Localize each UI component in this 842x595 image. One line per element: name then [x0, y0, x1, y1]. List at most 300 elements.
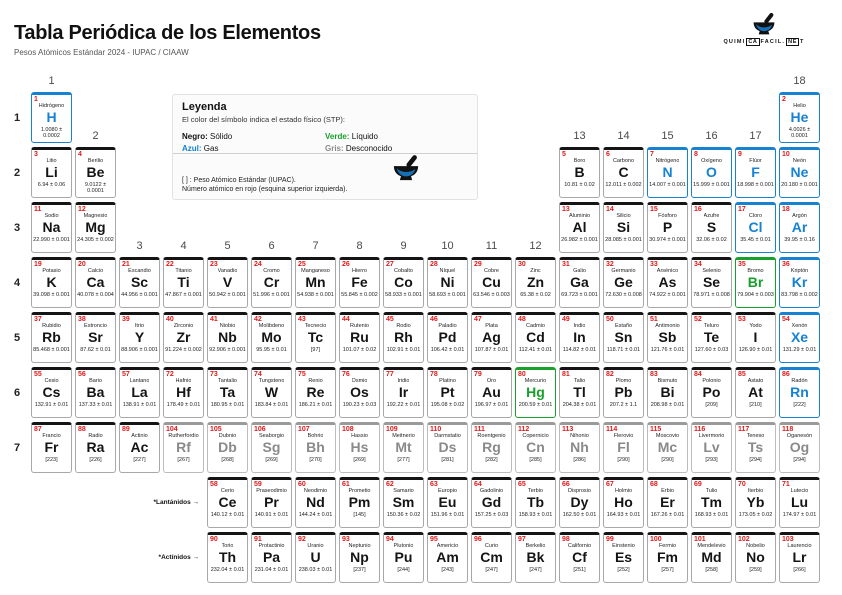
element-Eu: [427, 477, 468, 528]
element-name: Tungsteno: [258, 378, 285, 384]
atomic-number: 44: [342, 316, 350, 323]
element-name: Rodio: [396, 323, 411, 329]
element-symbol: Mc: [657, 439, 678, 455]
element-name: Aluminio: [568, 213, 591, 219]
atomic-weight: 83.798 ± 0.002: [781, 292, 818, 298]
element-name: Gadolinio: [479, 488, 504, 494]
element-Rn: [779, 367, 820, 418]
atomic-number: 24: [254, 261, 262, 268]
atomic-weight: [258]: [705, 567, 718, 573]
atomic-weight: 88.906 ± 0.001: [121, 347, 158, 353]
element-symbol: Ni: [440, 274, 455, 290]
element-Se: [691, 257, 732, 308]
atomic-number: 38: [78, 316, 86, 323]
lanthanides-label: *Lantánidos →: [153, 499, 199, 506]
element-Ta: [207, 367, 248, 418]
legend-item-liquid: Verde: Líquido: [325, 132, 378, 141]
atomic-number: 111: [474, 426, 485, 433]
element-name: Berkelio: [525, 543, 546, 549]
atomic-weight: 150.36 ± 0.02: [386, 512, 421, 518]
atomic-weight: 85.468 ± 0.001: [33, 347, 70, 353]
atomic-number: 92: [298, 536, 306, 543]
element-name: Kriptón: [790, 268, 809, 274]
element-symbol: Cn: [526, 439, 545, 455]
element-symbol: Rg: [482, 439, 501, 455]
element-symbol: Nd: [306, 494, 325, 510]
element-name: Carbono: [612, 158, 635, 164]
element-Zn: [515, 257, 556, 308]
atomic-weight: 140.12 ± 0.01: [210, 512, 245, 518]
element-Md: [691, 532, 732, 583]
atomic-number: 36: [782, 261, 790, 268]
element-name: Estaño: [614, 323, 633, 329]
element-name: Galio: [573, 268, 586, 274]
atomic-weight: 158.93 ± 0.01: [518, 512, 553, 518]
element-name: Terbio: [528, 488, 543, 494]
element-name: Torio: [221, 543, 234, 549]
atomic-weight: 183.84 ± 0.01: [254, 402, 289, 408]
atomic-number: 89: [122, 426, 130, 433]
element-Pt: [427, 367, 468, 418]
element-name: Francio: [42, 433, 61, 439]
element-symbol: Pd: [438, 329, 457, 345]
element-name: Meitnerio: [392, 433, 415, 439]
element-symbol: Ge: [614, 274, 633, 290]
atomic-number: 101: [694, 536, 706, 543]
atomic-weight: [266]: [793, 567, 806, 573]
element-symbol: O: [706, 164, 717, 180]
element-name: Cadmio: [526, 323, 545, 329]
atomic-number: 47: [474, 316, 482, 323]
element-symbol: Ho: [614, 494, 633, 510]
atomic-number: 42: [254, 316, 262, 323]
element-name: Disprosio: [568, 488, 591, 494]
atomic-weight: 91.224 ± 0.002: [165, 347, 202, 353]
atomic-weight: 118.71 ± 0.01: [606, 347, 641, 353]
element-name: Boro: [573, 158, 586, 164]
element-symbol: H: [46, 109, 57, 125]
element-name: Bismuto: [657, 378, 678, 384]
element-Ds: [427, 422, 468, 473]
element-name: Nihonio: [570, 433, 589, 439]
atomic-weight: 39.95 ± 0.16: [784, 237, 815, 243]
atomic-number: 18: [782, 206, 790, 213]
group-label-5: 5: [224, 240, 231, 252]
element-Nb: [207, 312, 248, 363]
element-name: Tecnecio: [304, 323, 327, 329]
element-name: Zirconio: [173, 323, 194, 329]
element-Cl: [735, 202, 776, 253]
atomic-weight: 78.971 ± 0.008: [693, 292, 730, 298]
atomic-number: 65: [518, 481, 526, 488]
atomic-weight: 192.22 ± 0.01: [386, 402, 421, 408]
element-symbol: Mo: [261, 329, 282, 345]
element-Ti: [163, 257, 204, 308]
atomic-number: 23: [210, 261, 218, 268]
element-Hs: [339, 422, 380, 473]
atomic-weight: [268]: [221, 457, 234, 463]
atomic-number: 108: [342, 426, 354, 433]
element-Nh: [559, 422, 600, 473]
element-name: Cobre: [484, 268, 499, 274]
element-Sb: [647, 312, 688, 363]
atomic-weight: [251]: [573, 567, 586, 573]
element-name: Livermorio: [698, 433, 725, 439]
atomic-number: 7: [650, 151, 654, 158]
element-Sm: [383, 477, 424, 528]
atomic-weight: 30.974 ± 0.001: [649, 237, 686, 243]
element-S: [691, 202, 732, 253]
element-name: Actinio: [131, 433, 148, 439]
element-name: Nobelio: [746, 543, 765, 549]
atomic-weight: [269]: [353, 457, 366, 463]
element-name: Holmio: [614, 488, 633, 494]
atomic-weight: [294]: [793, 457, 806, 463]
atomic-number: 30: [518, 261, 526, 268]
element-Mo: [251, 312, 292, 363]
logo-box-ca: CA: [748, 39, 758, 45]
atomic-weight: 6.94 ± 0.06: [37, 182, 66, 188]
element-symbol: V: [222, 274, 233, 290]
atomic-weight: [226]: [89, 457, 102, 463]
element-name: Lantano: [129, 378, 150, 384]
atomic-number: 3: [34, 151, 38, 158]
element-symbol: Es: [614, 549, 633, 565]
atomic-number: 16: [694, 206, 702, 213]
atomic-weight: 39.098 ± 0.001: [33, 292, 70, 298]
atomic-number: 67: [606, 481, 614, 488]
element-Rf: [163, 422, 204, 473]
element-Rh: [383, 312, 424, 363]
atomic-weight: [281]: [441, 457, 454, 463]
atomic-number: 66: [562, 481, 570, 488]
element-name: Bohrio: [307, 433, 324, 439]
element-symbol: Sr: [88, 329, 103, 345]
atomic-number: 74: [254, 371, 262, 378]
element-symbol: Cd: [526, 329, 545, 345]
atomic-number: 78: [430, 371, 438, 378]
atomic-weight: 47.867 ± 0.001: [165, 292, 202, 298]
element-Lu: [779, 477, 820, 528]
element-name: Plutonio: [393, 543, 414, 549]
element-Ho: [603, 477, 644, 528]
atomic-number: 39: [122, 316, 130, 323]
element-P: [647, 202, 688, 253]
atomic-weight: [267]: [177, 457, 190, 463]
atomic-weight: [269]: [265, 457, 278, 463]
atomic-weight: 1.0080 ± 0.0002: [40, 127, 63, 139]
element-symbol: Na: [42, 219, 61, 235]
atomic-weight: 4.0026 ± 0.0001: [788, 127, 811, 139]
element-name: Xenón: [791, 323, 808, 329]
atomic-weight: 14.007 ± 0.001: [649, 182, 686, 188]
element-symbol: Ga: [570, 274, 589, 290]
atomic-number: 98: [562, 536, 570, 543]
element-name: Neón: [792, 158, 807, 164]
element-symbol: Fm: [657, 549, 678, 565]
element-symbol: Ba: [86, 384, 105, 400]
element-name: Teluro: [704, 323, 719, 329]
atomic-number: 63: [430, 481, 438, 488]
atomic-weight: [277]: [397, 457, 410, 463]
group-label-10: 10: [441, 240, 454, 252]
atomic-weight: 51.996 ± 0.001: [253, 292, 290, 298]
element-Lv: [691, 422, 732, 473]
element-Ba: [75, 367, 116, 418]
group-label-1: 1: [48, 75, 55, 87]
atomic-weight: [237]: [353, 567, 366, 573]
atomic-weight: [282]: [485, 457, 498, 463]
element-name: Hierro: [352, 268, 367, 274]
element-symbol: Ts: [747, 439, 764, 455]
element-symbol: Br: [747, 274, 764, 290]
element-Tc: [295, 312, 336, 363]
element-Be: [75, 147, 116, 198]
atomic-number: 105: [210, 426, 222, 433]
atomic-number: 60: [298, 481, 306, 488]
atomic-weight: [294]: [749, 457, 762, 463]
legend-item-gas: Azul: Gas: [182, 144, 219, 153]
atomic-number: 85: [738, 371, 746, 378]
element-name: Iridio: [397, 378, 410, 384]
group-label-17: 17: [749, 130, 762, 142]
element-Au: [471, 367, 512, 418]
element-symbol: Md: [701, 549, 722, 565]
atomic-weight: 26.982 ± 0.001: [561, 237, 598, 243]
legend-item-solid: Negro: Sólido: [182, 132, 233, 141]
atomic-weight: 92.906 ± 0.001: [209, 347, 246, 353]
element-name: Astato: [747, 378, 764, 384]
element-symbol: Pb: [614, 384, 633, 400]
atomic-weight: 168.93 ± 0.01: [694, 512, 729, 518]
element-symbol: C: [618, 164, 629, 180]
atomic-weight: [257]: [661, 567, 674, 573]
element-symbol: Rb: [42, 329, 61, 345]
group-label-3: 3: [136, 240, 143, 252]
atomic-number: 41: [210, 316, 218, 323]
element-symbol: Tb: [526, 494, 545, 510]
atomic-number: 14: [606, 206, 614, 213]
period-label-4: 4: [13, 276, 21, 289]
atomic-weight: 151.96 ± 0.01: [430, 512, 465, 518]
element-He: [779, 92, 820, 143]
element-U: [295, 532, 336, 583]
element-name: Cerio: [220, 488, 235, 494]
element-symbol: Os: [350, 384, 369, 400]
element-symbol: U: [310, 549, 321, 565]
atomic-weight: 15.999 ± 0.001: [693, 182, 730, 188]
atomic-weight: 112.41 ± 0.01: [518, 347, 553, 353]
element-symbol: Ta: [219, 384, 236, 400]
element-symbol: Pu: [394, 549, 413, 565]
group-label-2: 2: [92, 130, 99, 142]
element-symbol: Xe: [790, 329, 809, 345]
element-symbol: Li: [45, 164, 58, 180]
element-name: Rutenio: [350, 323, 369, 329]
element-Am: [427, 532, 468, 583]
element-symbol: B: [574, 164, 585, 180]
element-name: Titanio: [175, 268, 192, 274]
atomic-weight: [293]: [705, 457, 718, 463]
atomic-number: 51: [650, 316, 658, 323]
element-Y: [119, 312, 160, 363]
element-symbol: Bi: [660, 384, 675, 400]
atomic-number: 83: [650, 371, 658, 378]
element-symbol: Ar: [791, 219, 808, 235]
element-name: Mendelevio: [697, 543, 726, 549]
atomic-weight: 95.95 ± 0.01: [256, 347, 287, 353]
element-H: [31, 92, 72, 143]
element-name: Calcio: [87, 268, 104, 274]
element-name: Rutherfordio: [168, 433, 199, 439]
atomic-number: 13: [562, 206, 570, 213]
group-label-18: 18: [793, 75, 806, 87]
element-symbol: Db: [218, 439, 237, 455]
element-Cs: [31, 367, 72, 418]
element-Np: [339, 532, 380, 583]
element-Tl: [559, 367, 600, 418]
atomic-weight: 50.942 ± 0.001: [209, 292, 246, 298]
element-name: Moscovio: [655, 433, 680, 439]
atomic-number: 31: [562, 261, 570, 268]
element-symbol: In: [573, 329, 586, 345]
atomic-number: 29: [474, 261, 482, 268]
element-Ni: [427, 257, 468, 308]
element-Ac: [119, 422, 160, 473]
legend-panel: [172, 94, 478, 200]
element-name: Estroncio: [84, 323, 107, 329]
atomic-number: 58: [210, 481, 218, 488]
element-symbol: Tm: [701, 494, 722, 510]
element-symbol: Pt: [440, 384, 455, 400]
element-name: Hafnio: [175, 378, 192, 384]
element-name: Berilio: [87, 158, 104, 164]
atomic-number: 114: [606, 426, 618, 433]
element-Pb: [603, 367, 644, 418]
element-symbol: Po: [702, 384, 721, 400]
element-symbol: Bh: [306, 439, 325, 455]
element-Al: [559, 202, 600, 253]
atomic-number: 4: [78, 151, 82, 158]
element-name: Mercurio: [524, 378, 547, 384]
atomic-weight: [285]: [529, 457, 542, 463]
period-label-3: 3: [13, 221, 21, 234]
atomic-number: 75: [298, 371, 306, 378]
atomic-number: 55: [34, 371, 42, 378]
atomic-number: 87: [34, 426, 42, 433]
element-symbol: Au: [482, 384, 501, 400]
element-Sn: [603, 312, 644, 363]
element-name: Cobalto: [394, 268, 413, 274]
atomic-weight: 126.90 ± 0.01: [738, 347, 773, 353]
element-symbol: Cm: [480, 549, 503, 565]
element-Yb: [735, 477, 776, 528]
logo-box-ne: NE: [788, 39, 797, 45]
element-Cf: [559, 532, 600, 583]
atomic-number: 109: [386, 426, 398, 433]
element-Li: [31, 147, 72, 198]
element-symbol: Fe: [351, 274, 368, 290]
period-label-1: 1: [13, 111, 21, 124]
element-name: Seaborgio: [258, 433, 285, 439]
atomic-number: 19: [34, 261, 42, 268]
atomic-number: 110: [430, 426, 442, 433]
atomic-number: 91: [254, 536, 262, 543]
atomic-weight: 32.06 ± 0.02: [696, 237, 727, 243]
element-name: Samario: [393, 488, 414, 494]
atomic-weight: 72.630 ± 0.008: [605, 292, 642, 298]
group-label-8: 8: [356, 240, 363, 252]
atomic-number: 32: [606, 261, 614, 268]
element-symbol: Zn: [526, 274, 545, 290]
atomic-number: 104: [166, 426, 178, 433]
element-Bi: [647, 367, 688, 418]
element-Cm: [471, 532, 512, 583]
element-symbol: Hg: [526, 384, 545, 400]
atomic-weight: 190.23 ± 0.03: [342, 402, 377, 408]
atomic-number: 2: [782, 96, 786, 103]
element-symbol: Te: [703, 329, 720, 345]
atomic-number: 82: [606, 371, 614, 378]
element-Th: [207, 532, 248, 583]
element-name: Azufre: [703, 213, 720, 219]
atomic-number: 90: [210, 536, 218, 543]
element-symbol: Ac: [130, 439, 149, 455]
element-name: Tulio: [705, 488, 718, 494]
element-symbol: Og: [789, 439, 810, 455]
element-Tb: [515, 477, 556, 528]
element-name: Itrio: [134, 323, 145, 329]
element-Dy: [559, 477, 600, 528]
element-symbol: Cu: [482, 274, 501, 290]
element-symbol: Ce: [218, 494, 237, 510]
element-symbol: At: [748, 384, 763, 400]
element-name: Lutecio: [790, 488, 809, 494]
element-symbol: P: [662, 219, 673, 235]
atomic-weight: 144.24 ± 0.01: [298, 512, 333, 518]
element-symbol: As: [658, 274, 677, 290]
atomic-weight: [252]: [617, 567, 630, 573]
atomic-number: 79: [474, 371, 482, 378]
atomic-weight: 54.938 ± 0.001: [297, 292, 334, 298]
element-symbol: La: [131, 384, 148, 400]
atomic-weight: 180.95 ± 0.01: [210, 402, 245, 408]
atomic-weight: 24.305 ± 0.002: [77, 237, 114, 243]
atomic-number: 84: [694, 371, 702, 378]
element-name: Niobio: [219, 323, 236, 329]
element-name: Potasio: [42, 268, 61, 274]
atomic-weight: 102.91 ± 0.01: [386, 347, 421, 353]
element-symbol: Ca: [86, 274, 105, 290]
element-symbol: Nh: [570, 439, 589, 455]
atomic-number: 93: [342, 536, 350, 543]
atomic-number: 54: [782, 316, 790, 323]
atomic-weight: 164.93 ± 0.01: [606, 512, 641, 518]
element-Sg: [251, 422, 292, 473]
element-Er: [647, 477, 688, 528]
atomic-number: 26: [342, 261, 350, 268]
atomic-weight: [290]: [617, 457, 630, 463]
atomic-number: 70: [738, 481, 746, 488]
atomic-number: 50: [606, 316, 614, 323]
atomic-weight: [97]: [310, 347, 321, 353]
atomic-weight: 44.956 ± 0.001: [121, 292, 158, 298]
element-Re: [295, 367, 336, 418]
element-symbol: Sg: [262, 439, 281, 455]
element-Ru: [339, 312, 380, 363]
element-name: Germanio: [611, 268, 636, 274]
element-Cr: [251, 257, 292, 308]
